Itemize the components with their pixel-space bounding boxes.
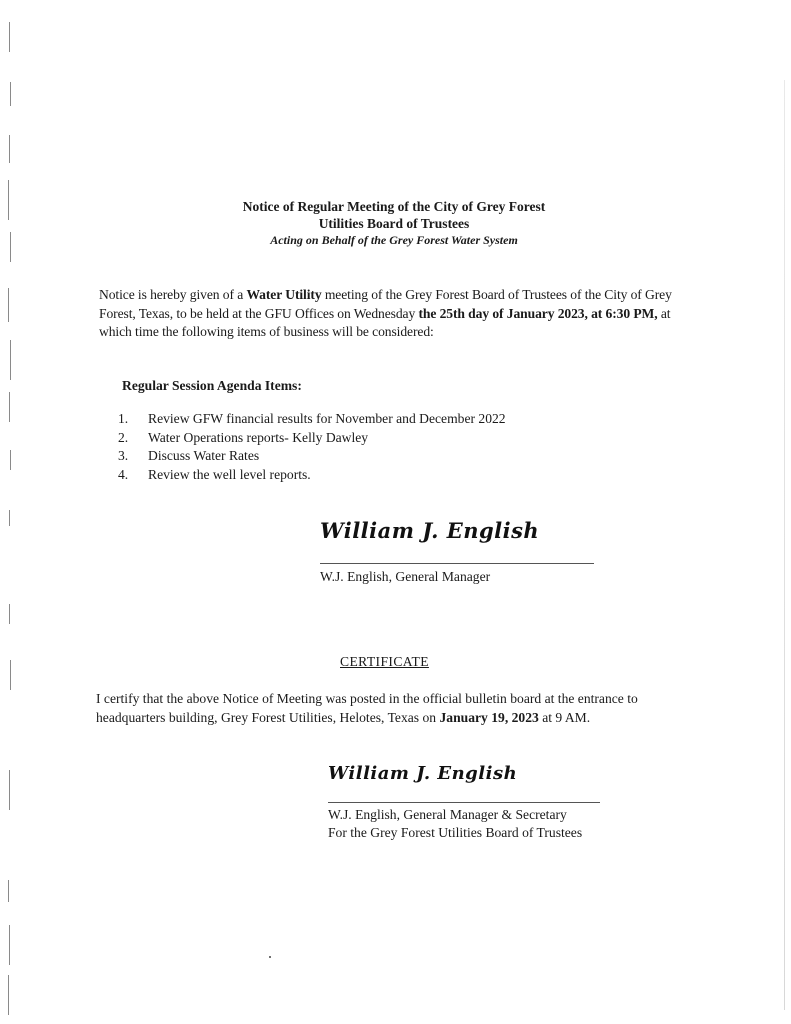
notice-bold-date: the 25th day of January 2023, at 6:30 PM, [418,305,658,321]
notice-text-3: at which time the following items of business will be considered: [99,305,671,339]
agenda-item [118,429,506,448]
notice-subtitle: Utilities Board of Trustees [318,216,470,231]
certificate-date: January 19, 2023 [439,709,539,725]
scan-right-edge [784,80,785,1010]
agenda-item-text: Discuss Water Rates [148,448,260,464]
agenda-item-text: Review GFW financial results for November and December 2022 [148,411,506,426]
signature-line [320,563,594,564]
agenda-item [118,466,506,485]
agenda-item-number: 1. [118,411,129,426]
agenda-item-number: 2. [118,429,129,445]
agenda-item-number: 3. [118,448,129,464]
agenda-item-text: Water Operations reports- Kelly Dawley [148,429,369,445]
notice-header [150,198,638,249]
scan-edge-marks [0,0,20,1024]
notice-body [99,286,699,342]
signature-secretary: William J. English [328,763,518,784]
notice-text-2: meeting of the Grey Forest Board of Trustees of the City of Grey Forest, Texas, to be held at the GFU Offices on Wednesday [99,287,672,321]
notice-bold-water-utility: Water Utility [246,287,322,302]
signature-caption-board: For the Grey Forest Utilities Board of Trustees [328,825,583,840]
signature-caption-block [328,806,582,842]
agenda-title: Regular Session Agenda Items: [122,378,302,393]
scan-speck [269,956,271,958]
agenda-item [118,410,506,429]
certificate-text [96,690,706,727]
notice-title: Notice of Regular Meeting of the City of Grey Forest [242,199,546,214]
certificate-text-2: at 9 AM. [538,709,591,725]
agenda-item-text: Review the well level reports. [148,466,311,482]
notice-text-1: Notice is hereby given of a [99,287,247,302]
signature-line [328,802,600,803]
agenda-item-number: 4. [118,466,129,482]
signature-caption: W.J. English, General Manager [320,569,491,584]
signature-caption-title: W.J. English, General Manager & Secretary [328,807,567,822]
agenda-list [118,410,506,484]
signature-manager: William J. English [320,518,540,543]
notice-tagline: Acting on Behalf of the Grey Forest Water System [270,233,518,247]
certificate-text-1: I certify that the above Notice of Meeting was posted in the official bulletin board at the entrance to headquarters building, Grey Forest Utilities, Helotes, Texas on [96,691,638,725]
agenda-item [118,447,506,466]
certificate-title: CERTIFICATE [340,654,429,669]
